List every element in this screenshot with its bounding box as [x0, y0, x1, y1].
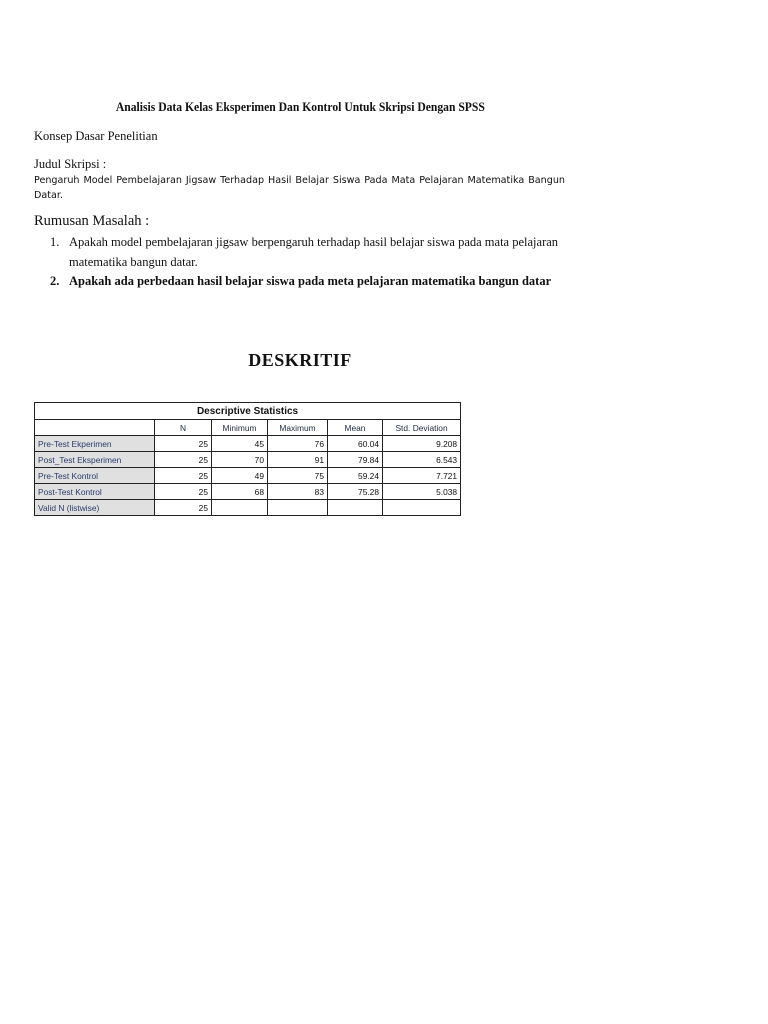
judul-label: Judul Skripsi : [34, 157, 107, 171]
cell-std-deviation: 5.038 [383, 484, 461, 500]
cell-maximum: 91 [268, 452, 328, 468]
cell-minimum: 70 [212, 452, 268, 468]
cell-mean: 79.84 [328, 452, 383, 468]
cell-std-deviation: 9.208 [383, 436, 461, 452]
table-row [35, 436, 461, 452]
cell-n: 25 [155, 500, 212, 516]
rumusan-item-number: 1. [50, 235, 60, 249]
judul-text: Pengaruh Model Pembelajaran Jigsaw Terhadap Hasil Belajar Siswa Pada Mata Pelajaran Matematika Bangun Datar. [34, 175, 565, 201]
concept-heading: Konsep Dasar Penelitian [34, 129, 158, 143]
rumusan-label: Rumusan Masalah : [34, 213, 150, 229]
cell-n: 25 [155, 468, 212, 484]
section-heading: DESKRITIF [248, 350, 352, 370]
rumusan-item [50, 272, 570, 292]
cell-maximum: 76 [268, 436, 328, 452]
table-row [35, 484, 461, 500]
column-header: N [155, 420, 212, 436]
rumusan-item [50, 233, 570, 272]
table-corner-cell [35, 420, 155, 436]
row-label: Valid N (listwise) [35, 500, 155, 516]
cell-mean: 60.04 [328, 436, 383, 452]
column-header: Mean [328, 420, 383, 436]
cell-std-deviation: 7.721 [383, 468, 461, 484]
table-header-row [35, 420, 461, 436]
table-row [35, 468, 461, 484]
cell-n: 25 [155, 452, 212, 468]
column-header: Maximum [268, 420, 328, 436]
row-label: Pre-Test Kontrol [35, 468, 155, 484]
cell-minimum [212, 500, 268, 516]
descriptive-statistics-table [34, 402, 461, 516]
cell-n: 25 [155, 436, 212, 452]
cell-n: 25 [155, 484, 212, 500]
row-label: Pre-Test Ekperimen [35, 436, 155, 452]
rumusan-item-text: Apakah ada perbedaan hasil belajar siswa pada meta pelajaran matematika bangun datar [69, 274, 552, 288]
cell-std-deviation [383, 500, 461, 516]
cell-std-deviation: 6.543 [383, 452, 461, 468]
cell-minimum: 49 [212, 468, 268, 484]
table-row [35, 452, 461, 468]
cell-minimum: 45 [212, 436, 268, 452]
column-header: Minimum [212, 420, 268, 436]
cell-minimum: 68 [212, 484, 268, 500]
table-row [35, 500, 461, 516]
row-label: Post_Test Eksperimen [35, 452, 155, 468]
cell-mean: 75.28 [328, 484, 383, 500]
cell-mean: 59.24 [328, 468, 383, 484]
rumusan-item-number: 2. [50, 274, 60, 288]
cell-maximum: 75 [268, 468, 328, 484]
table-caption: Descriptive Statistics [35, 403, 461, 420]
rumusan-list [50, 233, 570, 292]
cell-mean [328, 500, 383, 516]
rumusan-item-text: Apakah model pembelajaran jigsaw berpengaruh terhadap hasil belajar siswa pada mata pelajaran matematika bangun datar. [69, 235, 559, 269]
cell-maximum: 83 [268, 484, 328, 500]
column-header: Std. Deviation [383, 420, 461, 436]
cell-maximum [268, 500, 328, 516]
document-title: Analisis Data Kelas Eksperimen Dan Kontrol Untuk Skripsi Dengan SPSS [115, 100, 485, 114]
row-label: Post-Test Kontrol [35, 484, 155, 500]
